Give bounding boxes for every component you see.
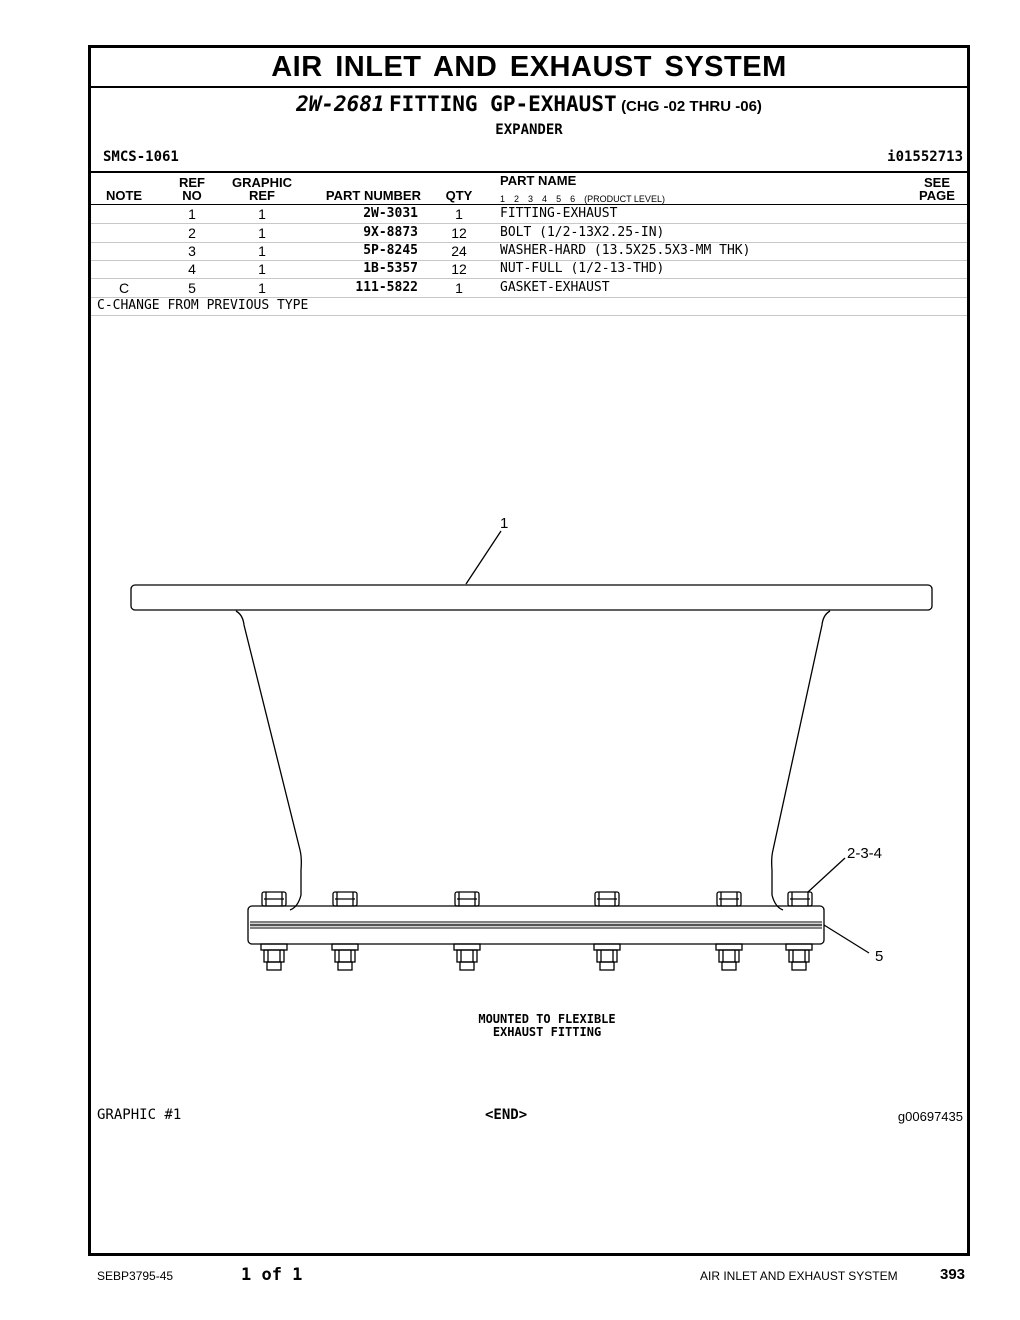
level-3: 3 <box>528 194 534 204</box>
callout-2-3-4: 2-3-4 <box>847 845 883 862</box>
row-graphic-ref: 1 <box>258 261 266 277</box>
row-part-number: 1B-5357 <box>363 261 418 276</box>
nut-top <box>333 892 357 906</box>
header-graphic-ref: REF <box>249 188 275 203</box>
bolt-bottom <box>716 944 742 970</box>
row-part-name: BOLT (1/2-13X2.25-IN) <box>500 225 665 240</box>
level-2: 2 <box>514 194 520 204</box>
row-part-number: 2W-3031 <box>363 206 418 221</box>
header-no: NO <box>182 188 202 203</box>
bolt-bottom <box>332 944 358 970</box>
footer-section: AIR INLET AND EXHAUST SYSTEM <box>700 1269 898 1283</box>
header-see: SEE <box>923 175 950 190</box>
end-marker: <END> <box>485 1107 528 1123</box>
row-graphic-ref: 1 <box>258 225 266 241</box>
graphic-label: GRAPHIC #1 <box>97 1107 182 1123</box>
row-qty: 1 <box>455 280 463 296</box>
row-qty: 12 <box>451 225 467 241</box>
illustration-id: i01552713 <box>887 149 963 165</box>
row-part-name: FITTING-EXHAUST <box>500 206 618 221</box>
level-caption: (PRODUCT LEVEL) <box>584 194 665 204</box>
row-graphic-ref: 1 <box>258 206 266 222</box>
leader-line-2-3-4 <box>808 858 845 892</box>
caption-line-1: MOUNTED TO FLEXIBLE <box>478 1012 616 1026</box>
leader-line-5 <box>824 925 869 953</box>
level-1: 1 <box>500 194 506 204</box>
bolt-bottom <box>454 944 480 970</box>
level-4: 4 <box>542 194 548 204</box>
callout-1: 1 <box>500 515 509 532</box>
row-ref-no: 1 <box>188 206 196 222</box>
row-ref-no: 3 <box>188 243 196 259</box>
row-qty: 1 <box>455 206 463 222</box>
nut-top <box>595 892 619 906</box>
assembly-part-number: 2W-2681 <box>296 92 385 116</box>
header-page: PAGE <box>919 188 955 203</box>
row-qty: 12 <box>451 261 467 277</box>
callout-5: 5 <box>875 948 884 965</box>
doc-number: SEBP3795-45 <box>97 1269 174 1283</box>
row-ref-no: 2 <box>188 225 196 241</box>
row-graphic-ref: 1 <box>258 243 266 259</box>
row-ref-no: 5 <box>188 280 196 296</box>
bolt-bottom <box>786 944 812 970</box>
body-left-side <box>236 611 301 910</box>
body-right-side <box>772 611 830 910</box>
bolt-bottom <box>594 944 620 970</box>
row-part-name: GASKET-EXHAUST <box>500 280 610 295</box>
row-ref-no: 4 <box>188 261 196 277</box>
row-part-name: NUT-FULL (1/2-13-THD) <box>500 261 665 276</box>
page-number: 393 <box>940 1266 966 1283</box>
header-ref: REF <box>179 175 205 190</box>
row-part-number: 111-5822 <box>355 280 418 295</box>
page-title: AIR INLET AND EXHAUST SYSTEM <box>271 51 787 83</box>
header-graphic: GRAPHIC <box>232 175 292 190</box>
header-part-name: PART NAME <box>500 173 577 188</box>
row-part-number: 9X-8873 <box>363 225 418 240</box>
change-footnote: C-CHANGE FROM PREVIOUS TYPE <box>97 298 309 313</box>
header-note: NOTE <box>105 188 143 203</box>
nut-top <box>717 892 741 906</box>
page-of: 1 of 1 <box>241 1265 303 1285</box>
bolt-bottom <box>261 944 287 970</box>
level-6: 6 <box>570 194 576 204</box>
caption-line-2: EXHAUST FITTING <box>492 1025 602 1039</box>
graphic-id: g00697435 <box>897 1109 963 1124</box>
row-part-name: WASHER-HARD (13.5X25.5X3-MM THK) <box>500 243 751 258</box>
nut-top <box>455 892 479 906</box>
row-note: C <box>118 280 130 296</box>
header-qty: QTY <box>445 188 473 203</box>
row-qty: 24 <box>451 243 467 259</box>
nut-top <box>788 892 812 906</box>
row-part-number: 5P-8245 <box>363 243 418 258</box>
smcs-code: SMCS-1061 <box>103 149 179 165</box>
top-flange <box>131 585 932 610</box>
leader-line-1 <box>466 531 501 584</box>
row-graphic-ref: 1 <box>258 280 266 296</box>
assembly-subtitle: EXPANDER <box>495 122 563 138</box>
assembly-part-name: FITTING GP-EXHAUST <box>389 92 617 116</box>
change-range: (CHG -02 THRU -06) <box>621 98 762 115</box>
level-5: 5 <box>556 194 562 204</box>
header-part-number: PART NUMBER <box>325 188 421 203</box>
nut-top <box>262 892 286 906</box>
